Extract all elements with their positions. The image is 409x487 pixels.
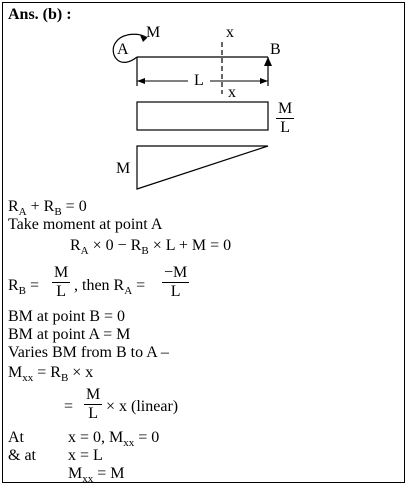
fraction-rb: $\frac{M}{L}$	[54, 264, 69, 300]
label-moment-m: M	[146, 24, 161, 41]
fraction-ra: $\frac{-M}{L}$	[164, 264, 188, 300]
label-point-b: B	[270, 41, 281, 58]
bmd-label: M	[116, 160, 131, 177]
label-length-l: L	[194, 72, 204, 89]
equation-mxx-equals: =	[64, 398, 74, 415]
label-section-x-top: x	[226, 24, 234, 41]
equation-mxx-equals-m: $M_{xx} = M$	[68, 465, 125, 485]
text-and-at: & at	[8, 447, 36, 464]
label-section-x-bottom: x	[228, 84, 236, 101]
equation-moment: $R_A \times 0 - R_B \times L + M = 0$	[70, 237, 232, 257]
equation-mxx: $M_{xx} = R_B \times x$	[8, 364, 94, 384]
equation-mxx-linear: × x (linear)	[106, 398, 179, 415]
fraction-mxx: $\frac{M}{L}$	[86, 386, 101, 422]
equation-reactions-sum: $R_A + R_B = 0$	[8, 198, 87, 218]
sfd-rectangle	[137, 102, 268, 130]
label-point-a: A	[117, 41, 129, 58]
answer-heading: Ans. (b) :	[8, 6, 72, 23]
text-take-moment: Take moment at point A	[8, 216, 163, 233]
sfd-label-fraction	[276, 100, 294, 137]
bmd-triangle	[137, 146, 268, 189]
beam-diagram	[0, 0, 409, 200]
equation-at-x-zero: x = 0, $M_{xx} = 0$	[68, 429, 160, 449]
text-bm-at-a: BM at point A = M	[8, 326, 131, 343]
sfd-label-den: L	[280, 119, 290, 136]
equation-rb-lhs: $R_B$ =	[8, 277, 40, 297]
text-varies-bm: Varies BM from B to A –	[8, 344, 169, 361]
equation-ra-lhs: , then $R_A$ =	[74, 277, 146, 297]
dimension-arrow-right	[260, 78, 268, 84]
text-at: At	[8, 429, 24, 446]
dimension-arrow-left	[137, 78, 145, 84]
sfd-label-num: M	[278, 100, 293, 117]
text-bm-at-b: BM at point B = 0	[8, 308, 126, 325]
equation-x-equals-l: x = L	[68, 447, 103, 464]
